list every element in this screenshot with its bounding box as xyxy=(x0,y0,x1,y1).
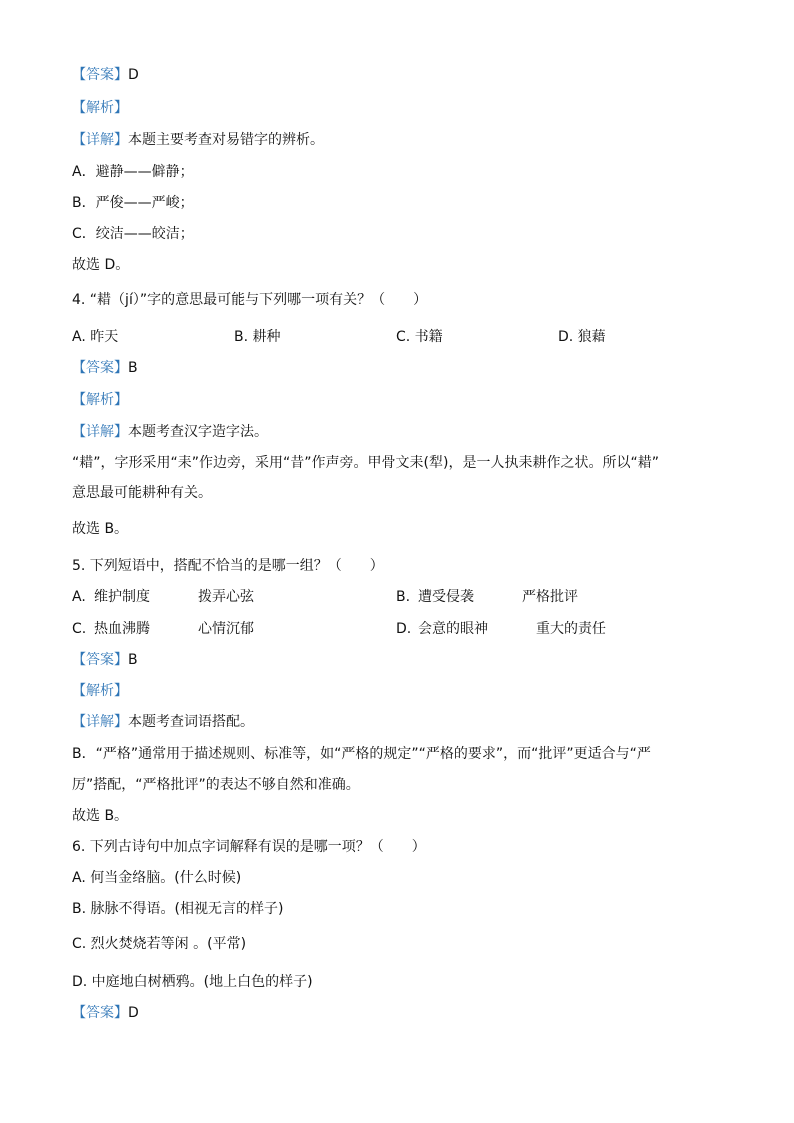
q6-option-a: A. 何当金络脑。(什么时候) xyxy=(72,870,242,886)
q3-conclusion: 故选 D。 xyxy=(72,257,130,273)
detail-tag: 【详解】 xyxy=(72,424,128,440)
q5-option-b-word-1: 遭受侵袭 xyxy=(418,589,474,605)
q6-answer xyxy=(72,1004,139,1022)
q5-option-a-word-2: 拨弄心弦 xyxy=(198,589,254,605)
answer-tag: 【答案】 xyxy=(72,67,128,83)
q4-explain-1: “耤”，字形采用“耒”作边旁，采用“昔”作声旁。甲骨文耒(犁)，是一人执耒耕作之状。所以“耤” xyxy=(72,455,659,471)
q5-option-c xyxy=(72,620,86,638)
detail-tag: 【详解】 xyxy=(72,714,128,730)
q5-option-d xyxy=(396,620,411,638)
q5-option-d-word-2: 重大的责任 xyxy=(536,621,606,637)
q6-option-c: C. 烈火焚烧若等闲 。(平常) xyxy=(72,936,247,952)
q5-option-b xyxy=(396,588,410,606)
q5-option-a-word-1: 维护制度 xyxy=(94,589,150,605)
q4-explain-2: 意思最可能耕种有关。 xyxy=(72,485,212,501)
answer-tag: 【答案】 xyxy=(72,360,128,376)
answer-tag: 【答案】 xyxy=(72,652,128,668)
q3-line-b: B．严俊——严峻； xyxy=(72,195,194,211)
q5-detail xyxy=(72,713,254,731)
q4-detail xyxy=(72,423,268,441)
q5-option-b-word-2: 严格批评 xyxy=(522,589,578,605)
detail-text: 本题主要考查对易错字的辨析。 xyxy=(128,132,324,148)
option-letter: A. xyxy=(72,589,86,605)
option-letter: B. xyxy=(396,589,411,605)
q5-conclusion: 故选 B。 xyxy=(72,808,129,824)
option-letter: C. xyxy=(72,621,87,637)
answer-value: D xyxy=(128,67,139,83)
q4-option-d: D. 狼藉 xyxy=(558,329,606,345)
answer-value: D xyxy=(128,1005,139,1021)
q6-option-d: D. 中庭地白树栖鸦。(地上白色的样子) xyxy=(72,974,313,990)
q4-option-b: B. 耕种 xyxy=(234,329,281,345)
q4-analysis-tag: 【解析】 xyxy=(72,392,128,408)
q5-answer xyxy=(72,651,138,669)
q5-option-d-word-1: 会意的眼神 xyxy=(418,621,488,637)
q5-analysis-tag: 【解析】 xyxy=(72,683,128,699)
q5-explain-1: B．“严格”通常用于描述规则、标准等，如“严格的规定”“严格的要求”，而“批评”更适合与“严 xyxy=(72,746,651,762)
q3-line-a: A．避静——僻静； xyxy=(72,164,194,180)
q3-line-c: C．绞洁——皎洁； xyxy=(72,226,194,242)
q5-option-c-word-1: 热血沸腾 xyxy=(94,621,150,637)
q5-option-c-word-2: 心情沉郁 xyxy=(198,621,254,637)
q6-option-b: B. 脉脉不得语。(相视无言的样子) xyxy=(72,901,284,917)
q5-stem: 5. 下列短语中，搭配不恰当的是哪一组？（ ） xyxy=(72,558,384,574)
q4-stem: 4. “耤（jí）”字的意思最可能与下列哪一项有关？（ ） xyxy=(72,292,428,308)
q4-conclusion: 故选 B。 xyxy=(72,521,129,537)
answer-value: B xyxy=(128,652,138,668)
detail-text: 本题考查词语搭配。 xyxy=(128,714,254,730)
q3-detail xyxy=(72,131,324,149)
q4-answer xyxy=(72,359,138,377)
q4-option-a: A. 昨天 xyxy=(72,329,119,345)
q5-option-a xyxy=(72,588,86,606)
q4-option-c: C. 书籍 xyxy=(396,329,443,345)
q6-stem: 6. 下列古诗句中加点字词解释有误的是哪一项？（ ） xyxy=(72,839,426,855)
option-letter: D. xyxy=(396,621,412,637)
detail-text: 本题考查汉字造字法。 xyxy=(128,424,268,440)
detail-tag: 【详解】 xyxy=(72,132,128,148)
answer-value: B xyxy=(128,360,138,376)
answer-tag: 【答案】 xyxy=(72,1005,128,1021)
q3-analysis-tag: 【解析】 xyxy=(72,100,128,116)
q3-answer xyxy=(72,66,139,84)
q5-explain-2: 厉”搭配，“严格批评”的表达不够自然和准确。 xyxy=(72,777,360,793)
